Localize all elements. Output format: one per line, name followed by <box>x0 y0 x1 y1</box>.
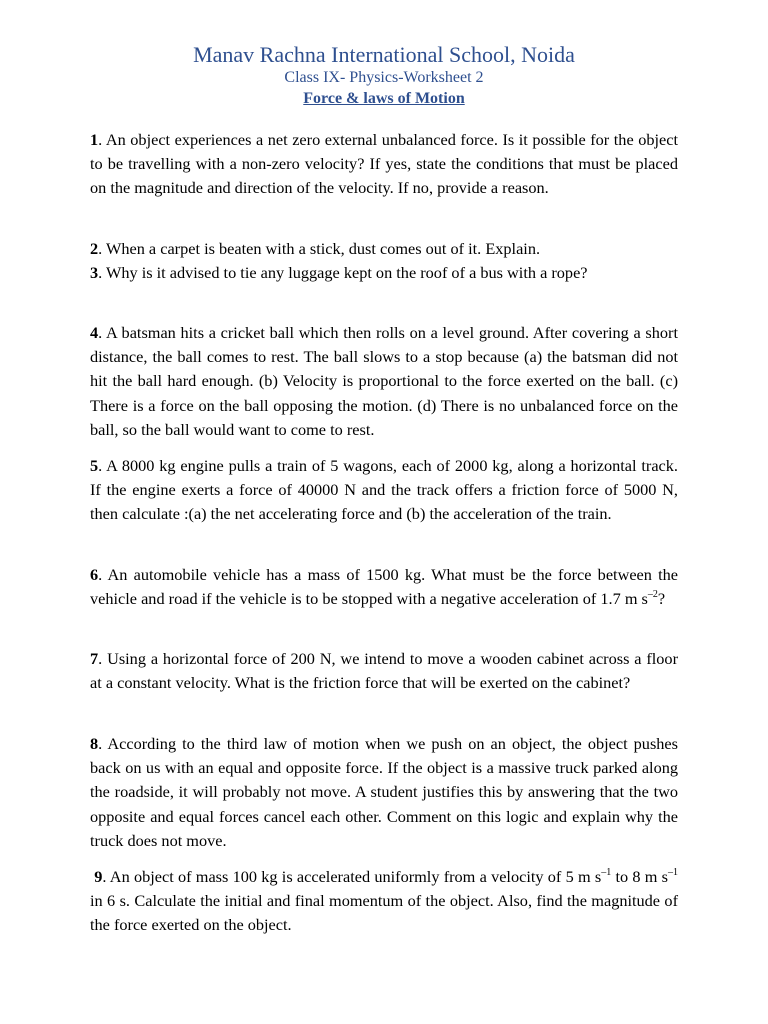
question-2 <box>90 237 678 261</box>
exponent: –2 <box>647 588 658 600</box>
question-number: 4 <box>90 323 99 342</box>
question-number: 3 <box>90 263 99 282</box>
question-4 <box>90 321 678 442</box>
exponent: –1 <box>668 866 678 878</box>
question-text: . According to the third law of motion when we push on an object, the object pushes back on us with an equal and opposite force. If the object is a massive truck parked along the roadside, it will probably not move. A student justifies this by answering that the two opposite and equal forces cancel each other. Comment on this logic and explain why the truck does not move. <box>90 734 678 850</box>
question-7 <box>90 647 678 695</box>
question-6 <box>90 563 678 611</box>
question-number: 8 <box>90 734 99 753</box>
question-1 <box>90 128 678 201</box>
school-name: Manav Rachna International School, Noida <box>193 42 575 67</box>
question-8 <box>90 732 678 853</box>
worksheet-topic <box>0 90 768 108</box>
topic-text: Force & laws of Motion <box>303 90 465 107</box>
question-text: . An object of mass 100 kg is accelerated uniformly from a velocity of 5 m s <box>102 867 602 886</box>
question-text: . When a carpet is beaten with a stick, dust comes out of it. Explain. <box>98 239 541 258</box>
question-number: 2 <box>90 239 99 258</box>
question-text: . An automobile vehicle has a mass of 1500 kg. What must be the force between the vehicle and road if the vehicle is to be stopped with a negative acceleration of 1.7 m s <box>90 565 678 609</box>
question-9 <box>90 865 678 938</box>
question-text-tail: ? <box>657 589 666 609</box>
exponent: –1 <box>601 866 612 878</box>
worksheet-subtitle: Class IX- Physics-Worksheet 2 <box>284 69 484 86</box>
question-text: . A batsman hits a cricket ball which then rolls on a level ground. After covering a short distance, the ball comes to rest. The ball slows to a stop because (a) the batsman did not hit the ball hard enough. (b) Velocity is proportional to the force exerted on the ball. (c) There is a force on the ball opposing the motion. (d) There is no unbalanced force on the ball, so the ball would want to come to rest. <box>90 323 678 439</box>
question-3 <box>90 261 678 285</box>
question-number: 9 <box>94 867 103 886</box>
question-number: 6 <box>90 565 99 584</box>
question-number: 5 <box>90 456 99 475</box>
question-text: . A 8000 kg engine pulls a train of 5 wagons, each of 2000 kg, along a horizontal track. If the engine exerts a force of 40000 N and the track offers a friction force of 5000 N, then calculate :(a) the net accelerating force and (b) the acceleration of the train. <box>90 456 678 524</box>
question-text: to 8 m s <box>611 867 668 886</box>
question-text: . Why is it advised to tie any luggage kept on the roof of a bus with a rope? <box>98 263 588 282</box>
question-5 <box>90 454 678 527</box>
question-text: in 6 s. Calculate the initial and final momentum of the object. Also, find the magnitude of the force exerted on the object. <box>90 891 678 935</box>
question-number: 7 <box>90 649 99 668</box>
question-number: 1 <box>90 130 99 149</box>
question-text: . An object experiences a net zero external unbalanced force. Is it possible for the object to be travelling with a non-zero velocity? If yes, state the conditions that must be placed on the magnitude and direction of the velocity. If no, provide a reason. <box>90 130 678 198</box>
question-text: . Using a horizontal force of 200 N, we intend to move a wooden cabinet across a floor at a constant velocity. What is the friction force that will be exerted on the cabinet? <box>90 649 678 693</box>
